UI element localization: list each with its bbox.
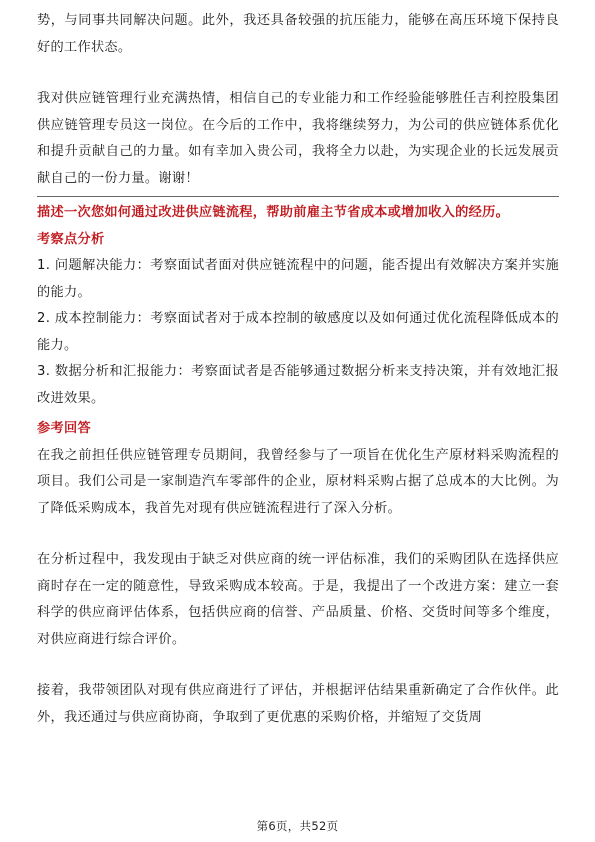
analysis-point-2: 2. 成本控制能力：考察面试者对于成本控制的敏感度以及如何通过优化流程降低成本的能力。 [37,311,559,353]
interview-question: 描述一次您如何通过改进供应链流程，帮助前雇主节省成本或增加收入的经历。 [37,205,510,220]
answer-heading: 参考回答 [37,421,91,436]
page-number: 第6页，共52页 [256,819,339,833]
analysis-heading: 考察点分析 [37,231,105,247]
page-content [37,8,559,731]
answer-paragraph-2: 在分析过程中，我发现由于缺乏对供应商的统一评估标准，我们的采购团队在选择供应商时存在一定的随意性，导致采购成本较高。于是，我提出了一个改进方案：建立一套科学的供应商评估体系，包括供应商的信誉、产品质量、价格、交货时间等多个维度，对供应商进行综合评价。 [37,552,559,647]
answer-paragraph-3: 接着，我带领团队对现有供应商进行了评估，并根据评估结果重新确定了合作伙伴。此外，我还通过与供应商协商，争取到了更优惠的采购价格，并缩短了交货周 [37,683,559,725]
section-divider [37,196,559,197]
analysis-point-3: 3. 数据分析和汇报能力：考察面试者是否能够通过数据分析来支持决策，并有效地汇报改进效果。 [37,364,559,406]
paragraph-gap [37,522,559,547]
intro-paragraph-2: 我对供应链管理行业充满热情，相信自己的专业能力和工作经验能够胜任吉利控股集团供应链管理专员这一岗位。在今后的工作中，我将继续努力，为公司的供应链体系优化和提升贡献自己的力量。如有幸加入贵公司，我将全力以赴，为实现企业的长远发展贡献自己的一份力量。谢谢！ [37,91,559,186]
paragraph-gap [37,61,559,86]
answer-paragraph-1: 在我之前担任供应链管理专员期间，我曾经参与了一项旨在优化生产原材料采购流程的项目。我们公司是一家制造汽车零部件的企业，原材料采购占据了总成本的大比例。为了降低采购成本，我首先对现有供应链流程进行了深入分析。 [37,447,559,516]
analysis-point-1: 1. 问题解决能力：考察面试者面对供应链流程中的问题，能否提出有效解决方案并实施的能力。 [37,258,559,300]
paragraph-gap [37,653,559,678]
intro-paragraph-1: 势，与同事共同解决问题。此外，我还具备较强的抗压能力，能够在高压环境下保持良好的工作状态。 [37,13,559,55]
